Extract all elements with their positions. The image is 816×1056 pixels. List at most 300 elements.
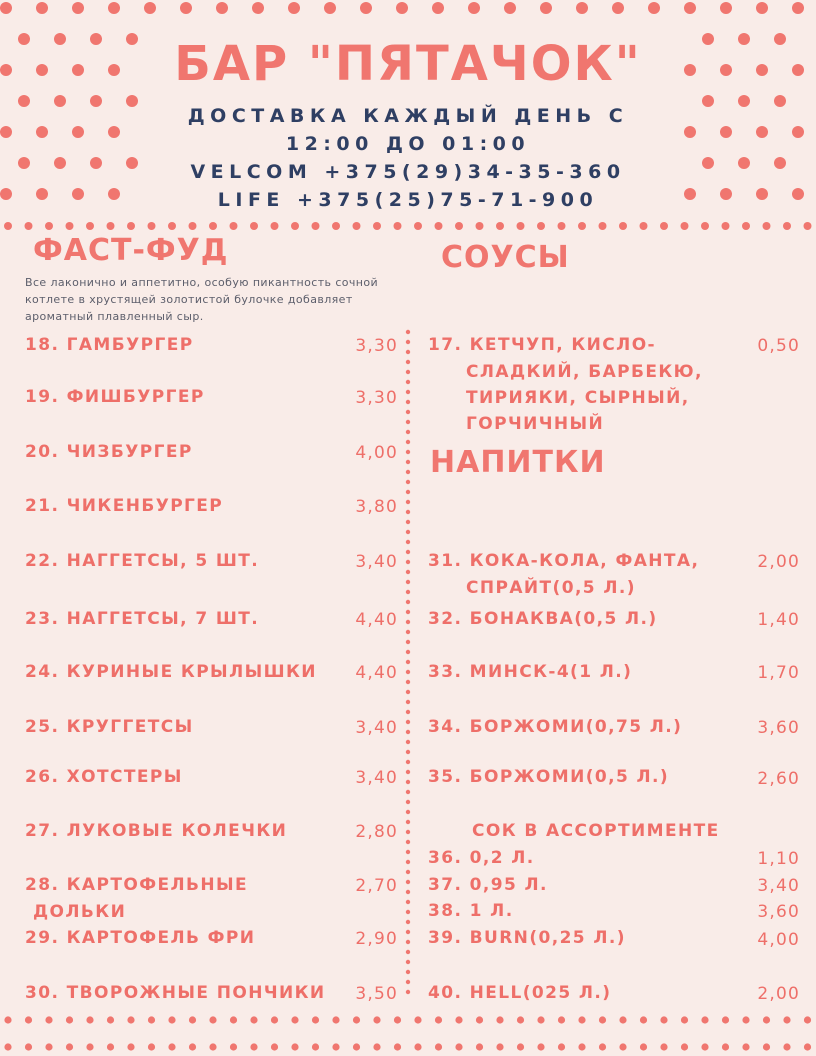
column-divider-dot	[406, 830, 410, 834]
menu-item-name: 24. КУРИНЫЕ КРЫЛЫШКИ	[25, 662, 317, 682]
column-divider-dot	[406, 790, 410, 794]
sauces-heading: СОУСЫ	[441, 240, 570, 275]
header-dot	[90, 95, 102, 107]
footer-dot	[435, 1016, 442, 1023]
column-divider-dot	[406, 680, 410, 684]
header-dot	[720, 188, 732, 200]
footer-dot	[168, 1016, 175, 1023]
header-dot	[126, 95, 138, 107]
header-divider-dot	[25, 222, 33, 230]
header-dot	[774, 157, 786, 169]
footer-dot	[271, 1043, 278, 1050]
juice-heading: СОК В АССОРТИМЕНТЕ	[472, 821, 720, 841]
footer-dot	[353, 1016, 360, 1023]
menu-item-price: 4,40	[355, 610, 398, 630]
fastfood-description: Все лаконично и аппетитно, особую пикантность сочной котлете в хрустящей золотистой булочке добавляет ароматный плавленный сыр.	[25, 276, 379, 323]
footer-dot	[148, 1043, 155, 1050]
footer-dot	[640, 1016, 647, 1023]
header-divider-dot	[45, 222, 53, 230]
column-divider-dot	[406, 660, 410, 664]
column-divider-dot	[406, 410, 410, 414]
menu-item-price: 3,30	[355, 388, 398, 408]
header-dot	[468, 2, 480, 14]
footer-dot	[127, 1043, 134, 1050]
column-divider-dot	[406, 440, 410, 444]
drink-item-name: 32. БОНАКВА(0,5 Л.)	[428, 609, 658, 629]
column-divider-dot	[406, 450, 410, 454]
footer-dot	[312, 1043, 319, 1050]
header-dot	[54, 157, 66, 169]
menu-item-price: 3,50	[355, 984, 398, 1004]
header-dot	[72, 126, 84, 138]
column-divider-dot	[406, 870, 410, 874]
drinks-heading: НАПИТКИ	[430, 445, 606, 480]
juice-item-name: 37. 0,95 Л.	[428, 875, 548, 895]
header-dot	[360, 2, 372, 14]
header-dot	[72, 188, 84, 200]
footer-dot	[250, 1043, 257, 1050]
header-dot	[0, 188, 12, 200]
footer-dot	[168, 1043, 175, 1050]
juice-item-price: 3,60	[757, 902, 800, 922]
footer-dot	[86, 1043, 93, 1050]
menu-item-name: 28. КАРТОФЕЛЬНЫЕ	[25, 875, 248, 895]
header-divider-dot	[394, 222, 402, 230]
column-divider-dot	[406, 560, 410, 564]
header-dot	[180, 2, 192, 14]
column-divider-dot	[406, 820, 410, 824]
footer-dot	[681, 1016, 688, 1023]
footer-dot	[455, 1016, 462, 1023]
menu-item-name: 22. НАГГЕТСЫ, 5 ШТ.	[25, 551, 260, 571]
header-divider-dot	[148, 222, 156, 230]
column-divider-dot	[406, 690, 410, 694]
header-dot	[720, 2, 732, 14]
menu-item-name: 18. ГАМБУРГЕР	[25, 335, 194, 355]
column-divider-dot	[406, 340, 410, 344]
footer-dot	[742, 1043, 749, 1050]
header-dot	[738, 95, 750, 107]
footer-dot	[701, 1043, 708, 1050]
header-divider-dot	[250, 222, 258, 230]
column-divider-dot	[406, 800, 410, 804]
footer-dot	[783, 1043, 790, 1050]
footer-dot	[722, 1016, 729, 1023]
menu-item-name: 19. ФИШБУРГЕР	[25, 387, 205, 407]
column-divider-dot	[406, 730, 410, 734]
footer-dot	[107, 1016, 114, 1023]
footer-dot	[435, 1043, 442, 1050]
header-dot	[684, 126, 696, 138]
column-divider-dot	[406, 720, 410, 724]
header-dot	[90, 157, 102, 169]
header-dot	[648, 2, 660, 14]
header-dot	[540, 2, 552, 14]
footer-dot	[25, 1016, 32, 1023]
menu-item-price: 3,40	[355, 718, 398, 738]
header-divider-dot	[578, 222, 586, 230]
column-divider-dot	[406, 630, 410, 634]
menu-item-name: 20. ЧИЗБУРГЕР	[25, 442, 193, 462]
header-dot	[684, 2, 696, 14]
header-divider-dot	[66, 222, 74, 230]
column-divider-dot	[406, 890, 410, 894]
drink-item-name: 35. БОРЖОМИ(0,5 Л.)	[428, 767, 670, 787]
header-dot	[396, 2, 408, 14]
delivery-line-2: 12:00 ДО 01:00	[285, 133, 531, 155]
column-divider-dot	[406, 490, 410, 494]
footer-dot	[291, 1016, 298, 1023]
column-divider-dot	[406, 850, 410, 854]
footer-dot	[660, 1016, 667, 1023]
header-divider-dot	[455, 222, 463, 230]
header-dot	[774, 95, 786, 107]
footer-dot	[45, 1016, 52, 1023]
column-divider-dot	[406, 330, 410, 334]
column-divider-dot	[406, 610, 410, 614]
column-divider-dot	[406, 880, 410, 884]
menu-item-price: 2,80	[355, 822, 398, 842]
sauce-item-line-1: 17. КЕТЧУП, КИСЛО-	[428, 335, 657, 355]
juice-item-name: 38. 1 Л.	[428, 901, 514, 921]
header-divider-dot	[414, 222, 422, 230]
drink-item-name: 34. БОРЖОМИ(0,75 Л.)	[428, 717, 683, 737]
juice-item-name: 39. BURN(0,25 Л.)	[428, 928, 626, 948]
phone-velcom[interactable]: VELCOM +375(29)34-35-360	[190, 161, 626, 183]
header-divider-dot	[86, 222, 94, 230]
footer-dot	[742, 1016, 749, 1023]
footer-dot	[414, 1016, 421, 1023]
column-divider-dot	[406, 360, 410, 364]
footer-dot	[394, 1043, 401, 1050]
footer-dot	[455, 1043, 462, 1050]
footer-dot	[763, 1016, 770, 1023]
footer-dot	[537, 1016, 544, 1023]
column-divider-dot	[406, 960, 410, 964]
header-divider-dot	[722, 222, 730, 230]
header-dot	[792, 126, 804, 138]
footer-dot	[107, 1043, 114, 1050]
footer-dot	[209, 1043, 216, 1050]
footer-dot	[578, 1016, 585, 1023]
footer-dot	[373, 1043, 380, 1050]
column-divider-dot	[406, 640, 410, 644]
header-dot	[54, 95, 66, 107]
column-divider-dot	[406, 420, 410, 424]
footer-dot	[127, 1016, 134, 1023]
menu-item-name: 21. ЧИКЕНБУРГЕР	[25, 496, 224, 516]
header-divider-dot	[107, 222, 115, 230]
header-divider-dot	[209, 222, 217, 230]
drink-item-name: 40. HELL(025 Л.)	[428, 983, 612, 1003]
footer-dot	[804, 1043, 811, 1050]
menu-item-price: 2,70	[355, 876, 398, 896]
header-divider-dot	[681, 222, 689, 230]
header-divider-dot	[783, 222, 791, 230]
header-dot	[756, 2, 768, 14]
phone-life[interactable]: LIFE +375(25)75-71-900	[217, 189, 599, 211]
header-dot	[720, 126, 732, 138]
footer-dot	[4, 1016, 11, 1023]
footer-dot	[701, 1016, 708, 1023]
footer-dot	[660, 1043, 667, 1050]
drink-item-price: 3,60	[757, 718, 800, 738]
column-divider-dot	[406, 470, 410, 474]
footer-dot	[496, 1016, 503, 1023]
column-divider-dot	[406, 810, 410, 814]
header-divider-dot	[435, 222, 443, 230]
header-divider-dot	[763, 222, 771, 230]
column-divider-dot	[406, 570, 410, 574]
column-divider-dot	[406, 580, 410, 584]
footer-dot	[230, 1043, 237, 1050]
column-divider-dot	[406, 860, 410, 864]
header-divider-dot	[353, 222, 361, 230]
column-divider-dot	[406, 840, 410, 844]
column-divider-dot	[406, 970, 410, 974]
header-divider-dot	[804, 222, 812, 230]
column-divider-dot	[406, 940, 410, 944]
column-divider-dot	[406, 530, 410, 534]
column-divider-dot	[406, 620, 410, 624]
header-dot	[792, 2, 804, 14]
header-dot	[36, 188, 48, 200]
drink-item-name: 33. МИНСК-4(1 Л.)	[428, 662, 633, 682]
footer-dot	[25, 1043, 32, 1050]
header-divider-dot	[291, 222, 299, 230]
header-dot	[108, 188, 120, 200]
menu-item-price: 3,30	[355, 336, 398, 356]
footer-dot	[148, 1016, 155, 1023]
header-dot	[684, 188, 696, 200]
footer-dot	[496, 1043, 503, 1050]
header-dot	[738, 157, 750, 169]
header-dot	[18, 95, 30, 107]
column-divider-dot	[406, 740, 410, 744]
sauce-item-line-4: ГОРЧИЧНЫЙ	[466, 414, 605, 434]
footer-dot	[619, 1016, 626, 1023]
column-divider-dot	[406, 910, 410, 914]
footer-dot	[414, 1043, 421, 1050]
footer-dot	[619, 1043, 626, 1050]
footer-dot	[763, 1043, 770, 1050]
column-divider-dot	[406, 350, 410, 354]
footer-dot	[312, 1016, 319, 1023]
header-dot	[612, 2, 624, 14]
delivery-line-1: ДОСТАВКА КАЖДЫЙ ДЕНЬ С	[187, 105, 629, 127]
footer-dot	[537, 1043, 544, 1050]
header-dot	[504, 2, 516, 14]
header-dot	[126, 157, 138, 169]
header-divider-dot	[640, 222, 648, 230]
drink-item-price: 1,70	[757, 663, 800, 683]
footer-dot	[332, 1043, 339, 1050]
header-divider-dot	[537, 222, 545, 230]
footer-dot	[45, 1043, 52, 1050]
footer-dot	[599, 1016, 606, 1023]
column-divider-dot	[406, 930, 410, 934]
footer-dot	[804, 1016, 811, 1023]
column-divider-dot	[406, 520, 410, 524]
column-divider-dot	[406, 400, 410, 404]
column-divider-dot	[406, 900, 410, 904]
fastfood-heading: ФАСТ-ФУД	[33, 233, 229, 268]
footer-dot	[394, 1016, 401, 1023]
sauce-item-line-3: ТИРИЯКИ, СЫРНЫЙ,	[466, 388, 690, 408]
header-divider-dot	[373, 222, 381, 230]
footer-dot	[517, 1016, 524, 1023]
menu-item-price: 2,90	[355, 929, 398, 949]
drink-item-name-continued: СПРАЙТ(0,5 Л.)	[466, 578, 636, 598]
header-divider-dot	[4, 222, 12, 230]
header-dot	[108, 126, 120, 138]
menu-item-price: 3,40	[355, 768, 398, 788]
header-dot	[0, 2, 12, 14]
drink-item-price: 2,00	[757, 552, 800, 572]
header-dot	[36, 126, 48, 138]
footer-dot	[209, 1016, 216, 1023]
header-dot	[792, 188, 804, 200]
header-divider-dot	[517, 222, 525, 230]
menu-item-name-continued: ДОЛЬКИ	[33, 902, 127, 922]
header-dot	[702, 157, 714, 169]
juice-item-price: 3,40	[757, 876, 800, 896]
footer-dot	[86, 1016, 93, 1023]
column-divider-dot	[406, 510, 410, 514]
footer-dot	[66, 1043, 73, 1050]
header-divider-dot	[271, 222, 279, 230]
header-dot	[324, 2, 336, 14]
footer-dot	[783, 1016, 790, 1023]
column-divider-dot	[406, 380, 410, 384]
footer-dot	[353, 1043, 360, 1050]
header-divider-dot	[619, 222, 627, 230]
menu-item-price: 4,40	[355, 663, 398, 683]
header-divider-dot	[127, 222, 135, 230]
footer-dot	[476, 1016, 483, 1023]
header-divider-dot	[168, 222, 176, 230]
header-divider-dot	[332, 222, 340, 230]
column-divider-dot	[406, 480, 410, 484]
column-divider-dot	[406, 700, 410, 704]
column-divider-dot	[406, 460, 410, 464]
header-dot	[252, 2, 264, 14]
juice-item-name: 36. 0,2 Л.	[428, 848, 535, 868]
header-divider-dot	[742, 222, 750, 230]
header-dot	[702, 95, 714, 107]
footer-dot	[722, 1043, 729, 1050]
header-dot	[36, 2, 48, 14]
drink-item-price: 1,40	[757, 610, 800, 630]
column-divider-dot	[406, 550, 410, 554]
menu-item-name: 29. КАРТОФЕЛЬ ФРИ	[25, 928, 256, 948]
column-divider-dot	[406, 370, 410, 374]
header-dot	[432, 2, 444, 14]
header-divider-dot	[701, 222, 709, 230]
column-divider-dot	[406, 500, 410, 504]
menu-item-price: 3,80	[355, 497, 398, 517]
footer-dot	[66, 1016, 73, 1023]
column-divider-dot	[406, 980, 410, 984]
header-dot	[756, 126, 768, 138]
footer-dot	[291, 1043, 298, 1050]
column-divider-dot	[406, 770, 410, 774]
footer-dot	[230, 1016, 237, 1023]
footer-dot	[250, 1016, 257, 1023]
footer-dot	[599, 1043, 606, 1050]
column-divider-dot	[406, 430, 410, 434]
header-dot	[72, 2, 84, 14]
header-divider-dot	[189, 222, 197, 230]
footer-dot	[373, 1016, 380, 1023]
juice-item-price: 1,10	[757, 849, 800, 869]
footer-dot	[558, 1016, 565, 1023]
header-divider-dot	[496, 222, 504, 230]
column-divider-dot	[406, 600, 410, 604]
column-divider-dot	[406, 920, 410, 924]
drink-item-price: 2,00	[757, 984, 800, 1004]
menu-item-name: 25. КРУГГЕТСЫ	[25, 717, 194, 737]
bar-title: БАР "ПЯТАЧОК"	[174, 36, 642, 92]
footer-dot	[558, 1043, 565, 1050]
header-divider-dot	[312, 222, 320, 230]
footer-dot	[189, 1043, 196, 1050]
footer-dot	[189, 1016, 196, 1023]
header-divider-dot	[558, 222, 566, 230]
header-dot	[216, 2, 228, 14]
drink-item-name: 31. КОКА-КОЛА, ФАНТА,	[428, 551, 700, 571]
footer-dot	[640, 1043, 647, 1050]
footer-dot	[332, 1016, 339, 1023]
footer-dot	[517, 1043, 524, 1050]
column-divider-dot	[406, 760, 410, 764]
header-dot	[756, 188, 768, 200]
footer-dot	[476, 1043, 483, 1050]
header-divider-dot	[230, 222, 238, 230]
drink-item-price: 2,60	[757, 769, 800, 789]
menu-item-name: 30. ТВОРОЖНЫЕ ПОНЧИКИ	[25, 983, 326, 1003]
footer-dot	[681, 1043, 688, 1050]
column-divider-dot	[406, 990, 410, 994]
footer-dot	[271, 1016, 278, 1023]
header-dot	[18, 157, 30, 169]
column-divider-dot	[406, 670, 410, 674]
column-divider-dot	[406, 540, 410, 544]
header-divider-dot	[660, 222, 668, 230]
header-divider-dot	[599, 222, 607, 230]
column-divider-dot	[406, 780, 410, 784]
header-divider-dot	[476, 222, 484, 230]
menu-item-price: 3,40	[355, 552, 398, 572]
header-dot	[144, 2, 156, 14]
menu-item-name: 27. ЛУКОВЫЕ КОЛЕЧКИ	[25, 821, 288, 841]
column-divider-dot	[406, 750, 410, 754]
header-dot	[108, 2, 120, 14]
juice-item-price: 4,00	[757, 930, 800, 950]
footer-dot	[578, 1043, 585, 1050]
sauce-item-price: 0,50	[757, 336, 800, 356]
sauce-item-line-2: СЛАДКИЙ, БАРБЕКЮ,	[466, 362, 703, 382]
column-divider-dot	[406, 950, 410, 954]
menu-item-name: 26. ХОТСТЕРЫ	[25, 767, 183, 787]
column-divider-dot	[406, 590, 410, 594]
column-divider-dot	[406, 390, 410, 394]
column-divider-dot	[406, 650, 410, 654]
header-dot	[0, 126, 12, 138]
menu-item-price: 4,00	[355, 443, 398, 463]
header-dot	[288, 2, 300, 14]
menu-item-name: 23. НАГГЕТСЫ, 7 ШТ.	[25, 609, 260, 629]
